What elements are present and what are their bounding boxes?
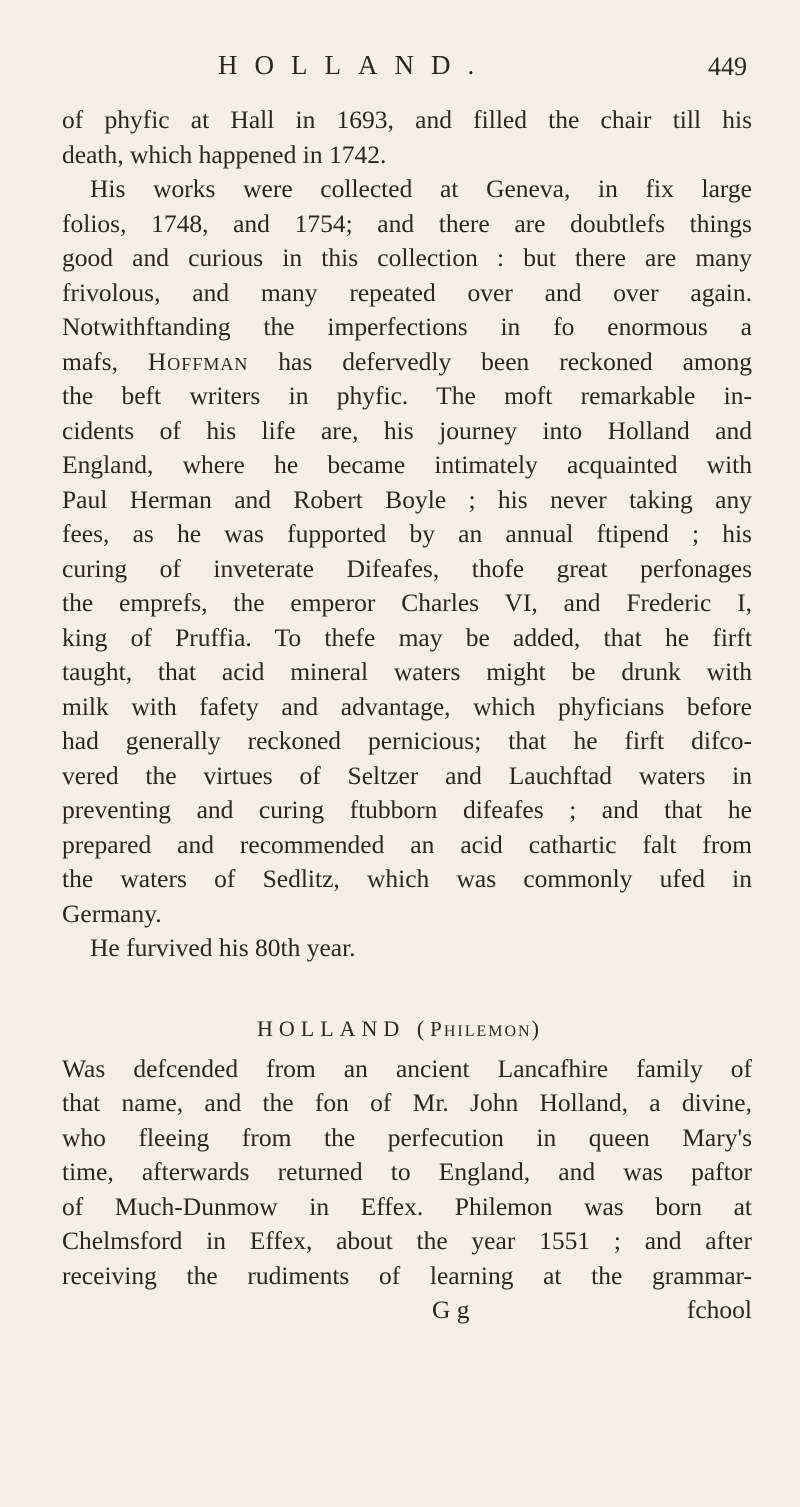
text-line: the beft writers in phyfic. The moft remarkable in- [62,381,752,410]
text-line: fees, as he was fupported by an annual ftipend ; his [62,519,752,548]
running-head-title: HOLLAND. [218,50,492,80]
text-line: time, afterwards returned to England, and was paftor [62,1157,752,1186]
text-line: frivolous, and many repeated over and over again. [62,277,752,307]
heading-paren-close: ) [531,1015,545,1041]
text-line: Was defcended from an ancient Lancafhire family of [62,1053,752,1083]
text-line: of Much-Dunmow in Effex. Philemon was born at [62,1191,752,1221]
text-line: that name, and the fon of Mr. John Holland, a divine, [62,1088,752,1117]
heading-paren-open: ( [416,1015,431,1041]
text-line: who fleeing from the perfecution in queen Mary's [62,1122,752,1152]
text-line: Chelmsford in Effex, about the year 1551 ; and after [62,1226,752,1255]
text-line: His works were collected at Geneva, in fix large [90,174,752,203]
text-line: milk with fafety and advantage, which phyficians before [62,691,752,721]
running-head [0,50,800,90]
text-line: king of Pruffia. To thefe may be added, that he firft [62,622,752,652]
text-line: folios, 1748, and 1754; and there are doubtlefs things [62,208,752,238]
footer-line [62,1293,752,1328]
text-line: England, where he became intimately acquainted with [62,450,752,479]
text-line: had generally reckoned pernicious; that he firft difco- [62,726,752,755]
text-line: Paul Herman and Robert Boyle ; his never taking any [62,484,752,514]
text-line: cidents of his life are, his journey into Holland and [62,415,752,445]
signature-mark: G g [432,1295,470,1324]
text-line: the waters of Sedlitz, which was commonly ufed in [62,864,752,893]
text-line: death, which happened in 1742. [62,139,387,169]
text-line: Germany. [62,898,162,928]
text-line: prepared and recommended an acid cathartic falt from [62,829,752,859]
text-line: good and curious in this collection : but there are many [62,243,752,272]
text-line: Notwithftanding the imperfections in fo enormous a [62,312,752,341]
text-line [62,345,752,380]
body-text [62,103,752,1328]
heading-subname: HILEMON [443,1022,532,1040]
text-line: vered the virtues of Seltzer and Lauchftad waters in [62,760,752,790]
text-line: preventing and curing ftubborn difeafes ; and that he [62,795,752,824]
section-heading [62,1006,752,1052]
text-line: the emprefs, the emperor Charles VI, and Frederic I, [62,588,752,617]
text-line: of phyfic at Hall in 1693, and filled the chair till his [62,105,752,134]
catchword: fchool [686,1295,752,1324]
text-line: taught, that acid mineral waters might be drunk with [62,657,752,686]
text-fragment: has defervedly been reckoned among [248,346,753,376]
text-line: curing of inveterate Difeafes, thofe great perfonages [62,553,752,583]
heading-subname-initial: P [430,1016,444,1041]
text-fragment: mafs, [62,346,148,376]
author-name-smallcaps: Hoffman [147,346,249,376]
text-line: receiving the rudiments of learning at the grammar- [62,1260,752,1290]
text-line: He furvived his 80th year. [90,933,356,962]
heading-name: HOLLAND [257,1015,406,1041]
page-number: 449 [708,52,747,81]
